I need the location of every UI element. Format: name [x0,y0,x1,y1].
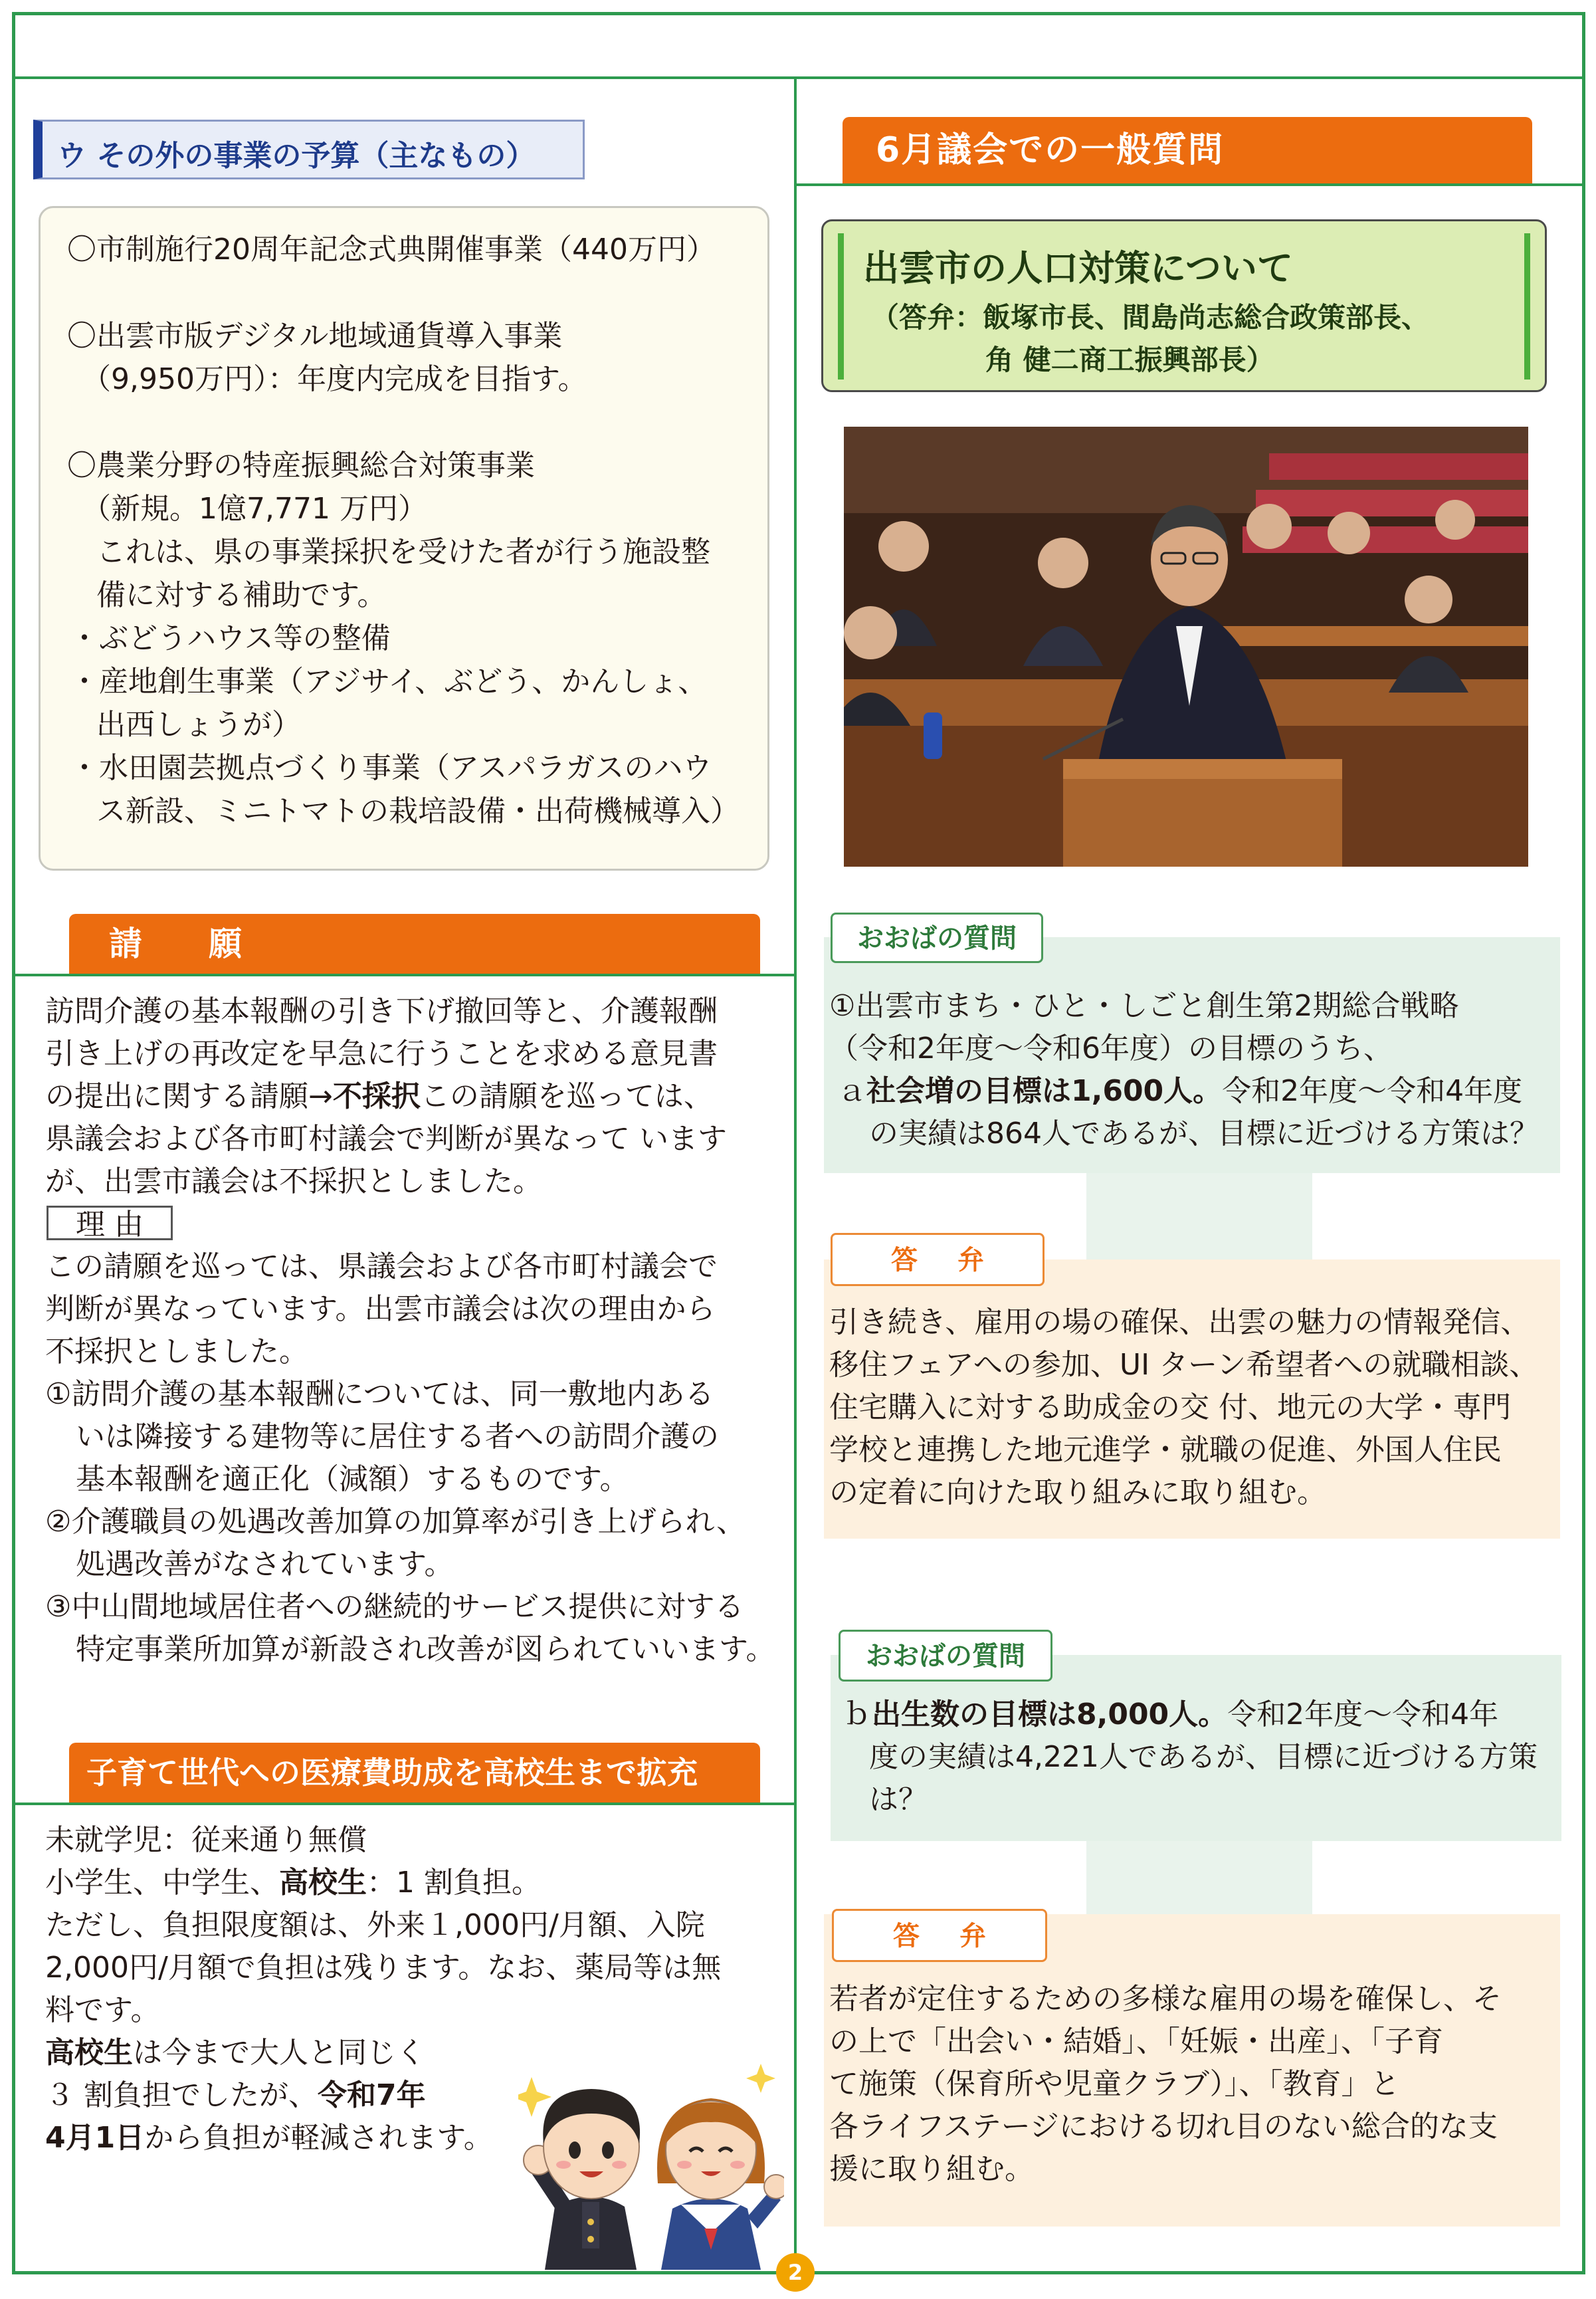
q1-text [829,985,1560,1155]
reason-line: ②介護職員の処遇改善加算の加算率が引き上げられ、 [45,1505,746,1539]
top-rule [12,76,1585,79]
petition-intro-line: 訪問介護の基本報酬の引き下げ撤回等と、介護報酬 [45,994,718,1028]
budget-line: 〇出雲市版デジタル地域通貨導入事業 [67,319,563,353]
medical-rule [12,1803,796,1805]
q2-text [843,1694,1560,1821]
budget-line [67,271,767,314]
students-illustration-svg [518,2050,784,2270]
budget-line: 〇市制施行20周年記念式典開催事業（440万円） [67,233,716,267]
q1-line: ａ社会増の目標は1,600人。令和2年度～令和4年度 [837,1074,1523,1108]
budget-line [67,401,767,444]
petition-result: 不採択 [332,1079,421,1113]
medical-line: 高校生は今まで大人と同じく [45,2036,425,2070]
q2-label: おおばの質問 [839,1630,1052,1682]
budget-heading [33,120,585,179]
a2-line: の上で「出会い・結婚」、「妊娠・出産」、「子育 [829,2025,1443,2058]
a1-line: 住宅購入に対する助成金の交 付、地元の大学・専門 [829,1390,1511,1424]
reason-line: 処遇改善がなされています。 [76,1547,454,1581]
a2-line: 若者が定住するための多様な雇用の場を確保し、そ [829,1982,1502,2016]
budget-line: ・水田園芸拠点づくり事業（アスパラガスのハウ [70,751,712,785]
medical-heading: 子育て世代への医療費助成を高校生まで拡充 [69,1743,760,1803]
budget-line: ・産地創生事業（アジサイ、ぶどう、かんしょ、 [70,665,708,699]
budget-line: これは、県の事業採択を受けた者が行う施設整 [96,535,710,569]
q1-line: ①出雲市まち・ひと・しごと創生第2期総合戦略 [829,989,1459,1023]
general-question-tab: 6月議会での一般質問 [843,117,1532,183]
a2-label: 答弁 [832,1909,1047,1962]
petition-heading: 請 願 [69,914,760,974]
topic-respondents-2: 角 健二商工振興部長） [985,344,1274,376]
petition-body [45,990,786,1671]
a1-line: 学校と連携した地元進学・就職の促進、外国人住民 [829,1433,1502,1467]
reason-line: 不採択としました。 [45,1335,308,1368]
students-illustration [518,2050,784,2270]
q1-line: の実績は864人であるが、目標に近づける方策は？ [869,1117,1539,1150]
page-frame-right [1582,12,1585,2274]
petition-rule [12,974,796,976]
q1-label: おおばの質問 [831,913,1043,963]
a1-text [829,1301,1560,1514]
q1-a1-connector [1086,1173,1312,1259]
reason-line: 特定事業所加算が新設され改善が図られていいます。 [76,1632,775,1666]
topic-accent-right [1524,233,1530,380]
page-frame-left [12,12,15,2274]
reason-line: ①訪問介護の基本報酬については、同一敷地内ある [45,1377,714,1411]
right-section-rule [797,183,1583,186]
a1-line: 引き続き、雇用の場の確保、出雲の魅力の情報発信、 [829,1305,1530,1339]
petition-intro-line: 引き上げの再改定を早急に行うことを求める意見書 [45,1037,718,1071]
page-frame-top [12,12,1585,15]
budget-line: 〇農業分野の特産振興総合対策事業 [67,449,535,483]
reason-line: この請願を巡っては、県議会および各市町村議会で [45,1250,718,1283]
a1-line: 移住フェアへの参加、UI ターン希望者への就職相談、 [829,1348,1539,1382]
topic-title: 出雲市の人口対策について [863,247,1293,289]
page-number: 2 [776,2253,815,2292]
a2-line: 援に取り組む。 [829,2152,1034,2186]
budget-line: 出西しょうが） [96,708,301,742]
medical-line: 料です。 [45,1993,160,2027]
a2-text [829,1978,1560,2191]
petition-intro-line: が、出雲市議会は不採択としました。 [45,1164,542,1198]
budget-line: （9,950万円）：年度内完成を目指す。 [82,362,587,396]
medical-line: 4月1日から負担が軽減されます。 [45,2121,493,2155]
budget-line: ・ぶどうハウス等の整備 [70,621,391,655]
q1-line: （令和2年度～令和6年度）の目標のうち、 [829,1032,1393,1065]
medical-line: ただし、負担限度額は、外来１,000円/月額、入院 [45,1908,705,1942]
reason-line: いは隣接する建物等に居住する者への訪問介護の [76,1420,719,1454]
medical-line: 小学生、中学生、高校生：1 割負担。 [45,1866,541,1900]
petition-intro-line: の提出に関する請願→不採択この請願を巡っては、 [45,1079,713,1113]
a1-line: の定着に向けた取り組みに取り組む。 [829,1476,1326,1509]
medical-line: ３ 割負担でしたが、令和7年 [45,2078,426,2112]
council-photo [844,427,1528,867]
reason-line: 基本報酬を適正化（減額）するものです。 [76,1462,629,1496]
budget-line: （新規。1億7,771 万円） [82,492,427,526]
medical-line: 未就学児：従来通り無償 [45,1823,367,1857]
q2-line: ｂ出生数の目標は8,000人。令和2年度～令和4年 [843,1697,1499,1731]
a2-line: て施策（保育所や児童クラブ）」、「教育」と [829,2067,1400,2101]
council-photo-svg [844,427,1528,867]
medical-line: 2,000円/月額で負担は残ります。なお、薬局等は無 [45,1951,722,1985]
reason-label-row [45,1203,786,1246]
a2-line: 各ライフステージにおける切れ目のない総合的な支 [829,2110,1498,2143]
a1-label: 答弁 [831,1233,1045,1286]
topic-respondents-1: （答弁：飯塚市長、間島尚志総合政策部長、 [871,301,1430,334]
q2-a2-connector [1086,1841,1312,1914]
column-divider [794,76,797,2273]
topic-accent-left [838,233,844,380]
q2-line: 度の実績は4,221人であるが、目標に近づける方策 [869,1740,1538,1774]
budget-line: 備に対する補助です。 [96,578,387,612]
budget-heading-text: ウ その外の事業の予算（主なもの） [57,139,536,173]
q2-line: は？ [869,1783,928,1816]
budget-line: ス新設、ミニトマトの栽培設備・出荷機械導入） [96,794,740,828]
reason-label: 理 由 [47,1206,173,1240]
topic-box [821,219,1547,392]
petition-intro-line: 県議会および各市町村議会で判断が異なって います [45,1122,727,1156]
reason-line: 判断が異なっています。出雲市議会は次の理由から [45,1292,716,1326]
budget-box [39,206,769,871]
reason-line: ③中山間地域居住者への継続的サービス提供に対する [45,1590,744,1624]
